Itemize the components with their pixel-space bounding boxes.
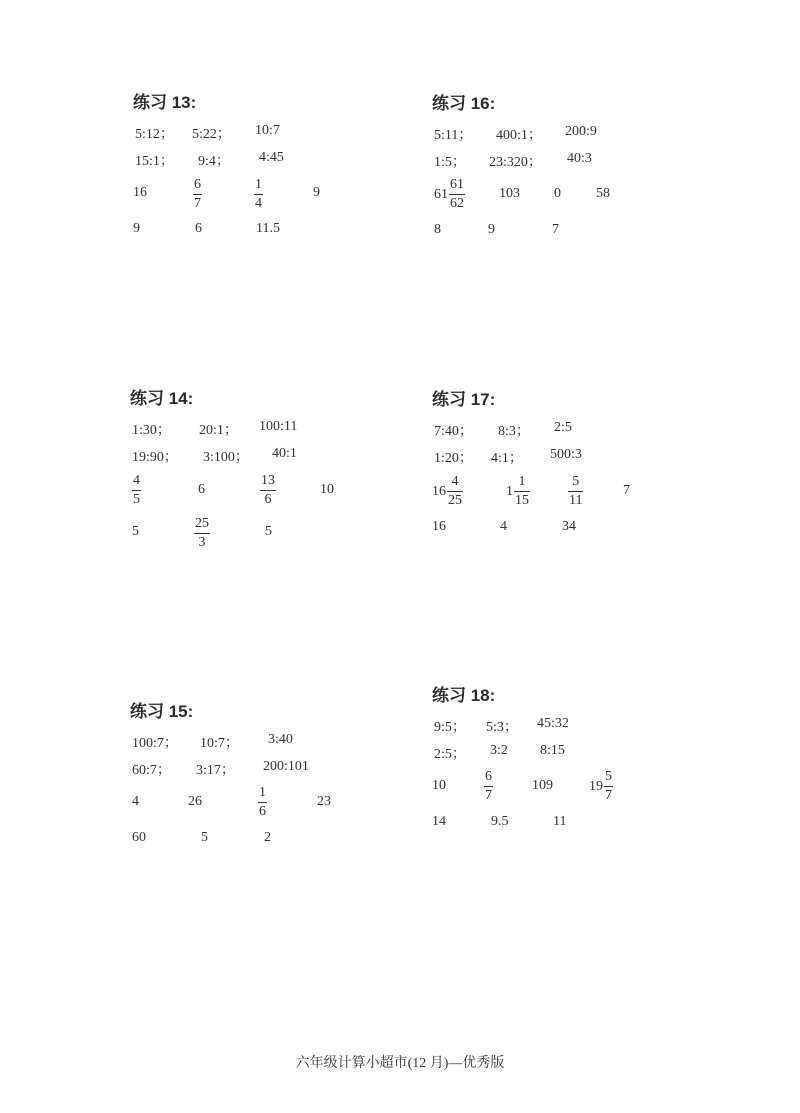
answer: 5 <box>132 524 139 539</box>
answer: 0 <box>554 186 561 201</box>
denominator: 7 <box>194 196 201 211</box>
fraction-answer <box>132 473 141 508</box>
exercise-14-title: 练习 14: <box>130 389 194 408</box>
answer: 103 <box>499 186 520 201</box>
answer: 500:3 <box>550 447 582 462</box>
answer: 10:7 <box>255 123 280 138</box>
numerator: 1 <box>518 474 526 489</box>
answer: 11 <box>553 814 567 829</box>
answer: 26 <box>188 794 202 809</box>
denominator: 11 <box>569 493 583 508</box>
answer: 4 <box>500 519 507 534</box>
fraction <box>604 769 613 804</box>
denominator: 62 <box>450 196 464 211</box>
answer: 5 <box>201 830 208 845</box>
numerator: 1 <box>255 177 262 192</box>
answer: 1:20； <box>434 451 473 466</box>
answer: 100:7； <box>132 736 178 751</box>
numerator: 5 <box>605 769 612 784</box>
answer: 100:11 <box>259 419 298 434</box>
exercise-16 <box>432 89 762 389</box>
numerator: 6 <box>485 769 492 784</box>
exercise-13 <box>133 88 463 388</box>
page-footer: 六年级计算小超市(12 月)—优秀版 <box>295 1056 505 1071</box>
denominator: 4 <box>255 196 262 211</box>
answer: 8:15 <box>540 743 565 758</box>
answer: 9 <box>133 221 140 236</box>
denominator: 7 <box>485 788 492 803</box>
answer: 9 <box>488 222 495 237</box>
answer: 16 <box>432 519 446 534</box>
answer: 34 <box>562 519 576 534</box>
whole-part: 19 <box>589 778 603 794</box>
exercise-16-title: 练习 16: <box>432 94 496 113</box>
answer: 8 <box>434 222 441 237</box>
answer: 8:3； <box>498 424 530 439</box>
answer: 1:30； <box>132 423 171 438</box>
denominator: 6 <box>264 492 272 507</box>
answer: 11.5 <box>256 221 280 236</box>
denominator: 6 <box>259 804 266 819</box>
exercise-15-title: 练习 15: <box>130 702 194 721</box>
answer: 9.5 <box>491 814 509 829</box>
answer: 5:3； <box>486 720 518 735</box>
answer: 9:4； <box>198 154 230 169</box>
mixed-number-answer <box>506 474 530 509</box>
answer: 3:2 <box>490 743 508 758</box>
fraction-answer <box>254 177 263 212</box>
exercise-14 <box>130 384 460 684</box>
answer: 5:11； <box>434 128 473 143</box>
answer: 9 <box>313 185 320 200</box>
denominator: 15 <box>515 493 529 508</box>
fraction-answer <box>258 785 267 820</box>
answer: 3:40 <box>268 732 293 747</box>
numerator: 13 <box>261 473 275 488</box>
answer: 5:22； <box>192 127 231 142</box>
answer: 20:1； <box>199 423 238 438</box>
answer: 14 <box>432 814 446 829</box>
numerator: 5 <box>572 474 580 489</box>
denominator: 3 <box>198 535 206 550</box>
fraction-answer <box>194 516 210 551</box>
exercise-17 <box>432 385 762 685</box>
answer: 60 <box>132 830 146 845</box>
numerator: 61 <box>450 177 464 192</box>
fraction-answer <box>568 474 583 509</box>
numerator: 4 <box>451 474 459 489</box>
fraction <box>449 177 465 212</box>
answer: 10 <box>432 778 446 793</box>
answer: 7 <box>623 483 630 498</box>
answer: 15:1； <box>135 154 174 169</box>
answer: 9:5； <box>434 720 466 735</box>
answer: 2 <box>264 830 271 845</box>
answer: 1:5； <box>434 155 466 170</box>
fraction <box>514 474 530 509</box>
whole-part: 16 <box>432 483 446 499</box>
answer: 200:9 <box>565 124 597 139</box>
answer: 200:101 <box>263 759 309 774</box>
denominator: 7 <box>605 788 612 803</box>
answer: 45:32 <box>537 716 569 731</box>
fraction <box>447 474 463 509</box>
fraction-answer <box>260 473 276 508</box>
answer: 4 <box>132 794 139 809</box>
denominator: 25 <box>448 493 462 508</box>
answer: 5 <box>265 524 272 539</box>
numerator: 6 <box>194 177 201 192</box>
answer: 40:1 <box>272 446 297 461</box>
answer: 7 <box>552 222 559 237</box>
answer: 5:12； <box>135 127 174 142</box>
answer: 16 <box>133 185 147 200</box>
numerator: 4 <box>133 473 140 488</box>
mixed-number-answer <box>434 177 465 212</box>
mixed-number-answer <box>589 769 613 804</box>
answer: 10:7； <box>200 736 239 751</box>
answer: 3:17； <box>196 763 235 778</box>
exercise-18-title: 练习 18: <box>432 686 496 705</box>
exercise-17-title: 练习 17: <box>432 390 496 409</box>
answer: 23:320； <box>489 155 542 170</box>
whole-part: 1 <box>506 483 513 499</box>
answer: 4:45 <box>259 150 284 165</box>
whole-part: 61 <box>434 186 448 202</box>
answer: 400:1； <box>496 128 542 143</box>
exercise-13-title: 练习 13: <box>133 93 197 112</box>
answer: 58 <box>596 186 610 201</box>
answer: 2:5； <box>434 747 466 762</box>
denominator: 5 <box>133 492 140 507</box>
answer: 6 <box>198 482 205 497</box>
answer: 7:40； <box>434 424 473 439</box>
answer: 23 <box>317 794 331 809</box>
answer: 109 <box>532 778 553 793</box>
fraction-answer <box>484 769 493 804</box>
answer: 2:5 <box>554 420 572 435</box>
answer: 19:90； <box>132 450 178 465</box>
answer: 60:7； <box>132 763 171 778</box>
answer: 40:3 <box>567 151 592 166</box>
exercise-18 <box>432 681 762 981</box>
fraction-answer <box>193 177 202 212</box>
mixed-number-answer <box>432 474 463 509</box>
answer: 4:1； <box>491 451 523 466</box>
answer: 6 <box>195 221 202 236</box>
numerator: 1 <box>259 785 266 800</box>
exercise-15 <box>130 697 460 997</box>
answer: 3:100； <box>203 450 249 465</box>
numerator: 25 <box>195 516 209 531</box>
answer: 10 <box>320 482 334 497</box>
